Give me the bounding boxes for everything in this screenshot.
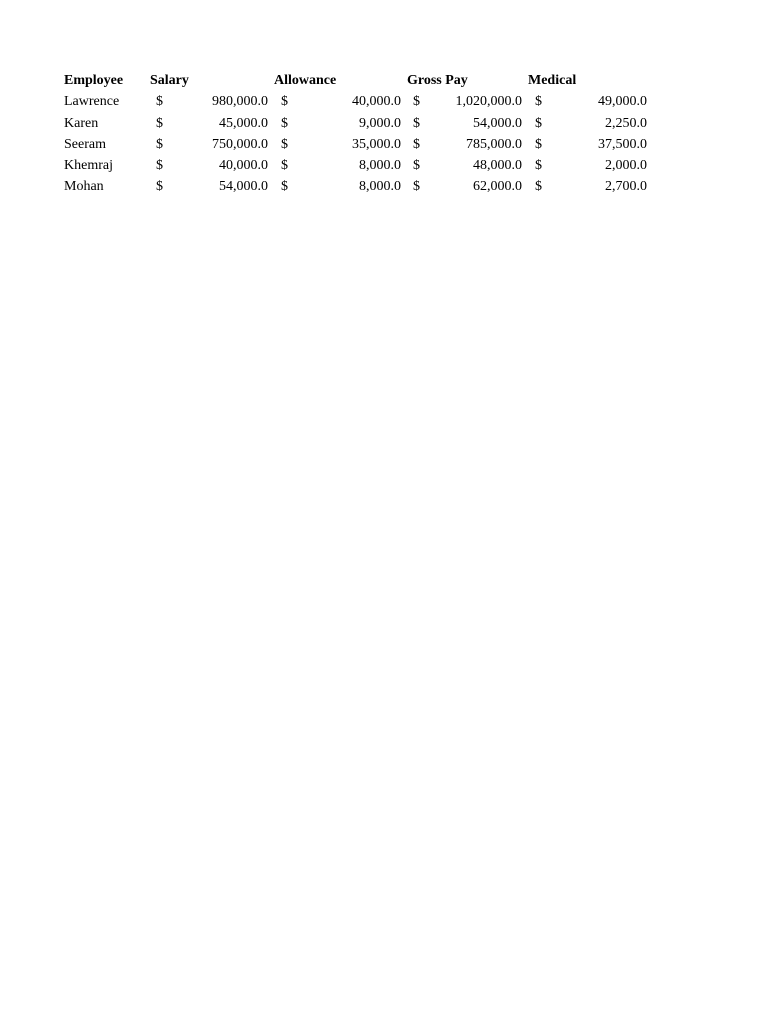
- gross-pay-cell: 54,000.0: [473, 115, 522, 131]
- currency-symbol: $: [156, 179, 163, 195]
- table-row: [64, 176, 664, 197]
- currency-symbol: $: [156, 158, 163, 174]
- payroll-table: [64, 70, 664, 198]
- table-row: [64, 155, 664, 176]
- medical-cell: 2,250.0: [605, 115, 647, 131]
- employee-cell: Khemraj: [64, 158, 113, 174]
- table-row: [64, 91, 664, 112]
- allowance-cell: 40,000.0: [352, 94, 401, 110]
- currency-symbol: $: [535, 94, 542, 110]
- medical-cell: 2,000.0: [605, 158, 647, 174]
- salary-cell: 45,000.0: [219, 115, 268, 131]
- currency-symbol: $: [535, 179, 542, 195]
- salary-cell: 980,000.0: [212, 94, 268, 110]
- employee-cell: Lawrence: [64, 94, 120, 110]
- currency-symbol: $: [413, 179, 420, 195]
- currency-symbol: $: [413, 136, 420, 152]
- currency-symbol: $: [281, 158, 288, 174]
- currency-symbol: $: [413, 94, 420, 110]
- employee-cell: Seeram: [64, 136, 106, 152]
- currency-symbol: $: [156, 94, 163, 110]
- salary-cell: 54,000.0: [219, 179, 268, 195]
- employee-cell: Karen: [64, 115, 99, 131]
- header-salary: Salary: [150, 73, 189, 88]
- header-gross-pay: Gross Pay: [407, 73, 468, 88]
- header-medical: Medical: [528, 73, 577, 88]
- allowance-cell: 35,000.0: [352, 136, 401, 152]
- currency-symbol: $: [413, 115, 420, 131]
- gross-pay-cell: 62,000.0: [473, 179, 522, 195]
- table-header-row: [64, 70, 664, 91]
- medical-cell: 37,500.0: [598, 136, 647, 152]
- salary-cell: 750,000.0: [212, 136, 268, 152]
- currency-symbol: $: [281, 115, 288, 131]
- gross-pay-cell: 785,000.0: [466, 136, 522, 152]
- currency-symbol: $: [413, 158, 420, 174]
- currency-symbol: $: [281, 179, 288, 195]
- currency-symbol: $: [535, 158, 542, 174]
- allowance-cell: 8,000.0: [359, 158, 401, 174]
- allowance-cell: 9,000.0: [359, 115, 401, 131]
- header-allowance: Allowance: [274, 73, 337, 88]
- table-row: [64, 113, 664, 134]
- gross-pay-cell: 1,020,000.0: [455, 94, 522, 110]
- employee-cell: Mohan: [64, 179, 104, 195]
- currency-symbol: $: [156, 136, 163, 152]
- header-employee: Employee: [64, 73, 124, 88]
- currency-symbol: $: [281, 94, 288, 110]
- salary-cell: 40,000.0: [219, 158, 268, 174]
- table-row: [64, 134, 664, 155]
- currency-symbol: $: [156, 115, 163, 131]
- allowance-cell: 8,000.0: [359, 179, 401, 195]
- gross-pay-cell: 48,000.0: [473, 158, 522, 174]
- currency-symbol: $: [535, 136, 542, 152]
- currency-symbol: $: [281, 136, 288, 152]
- medical-cell: 2,700.0: [605, 179, 647, 195]
- currency-symbol: $: [535, 115, 542, 131]
- medical-cell: 49,000.0: [598, 94, 647, 110]
